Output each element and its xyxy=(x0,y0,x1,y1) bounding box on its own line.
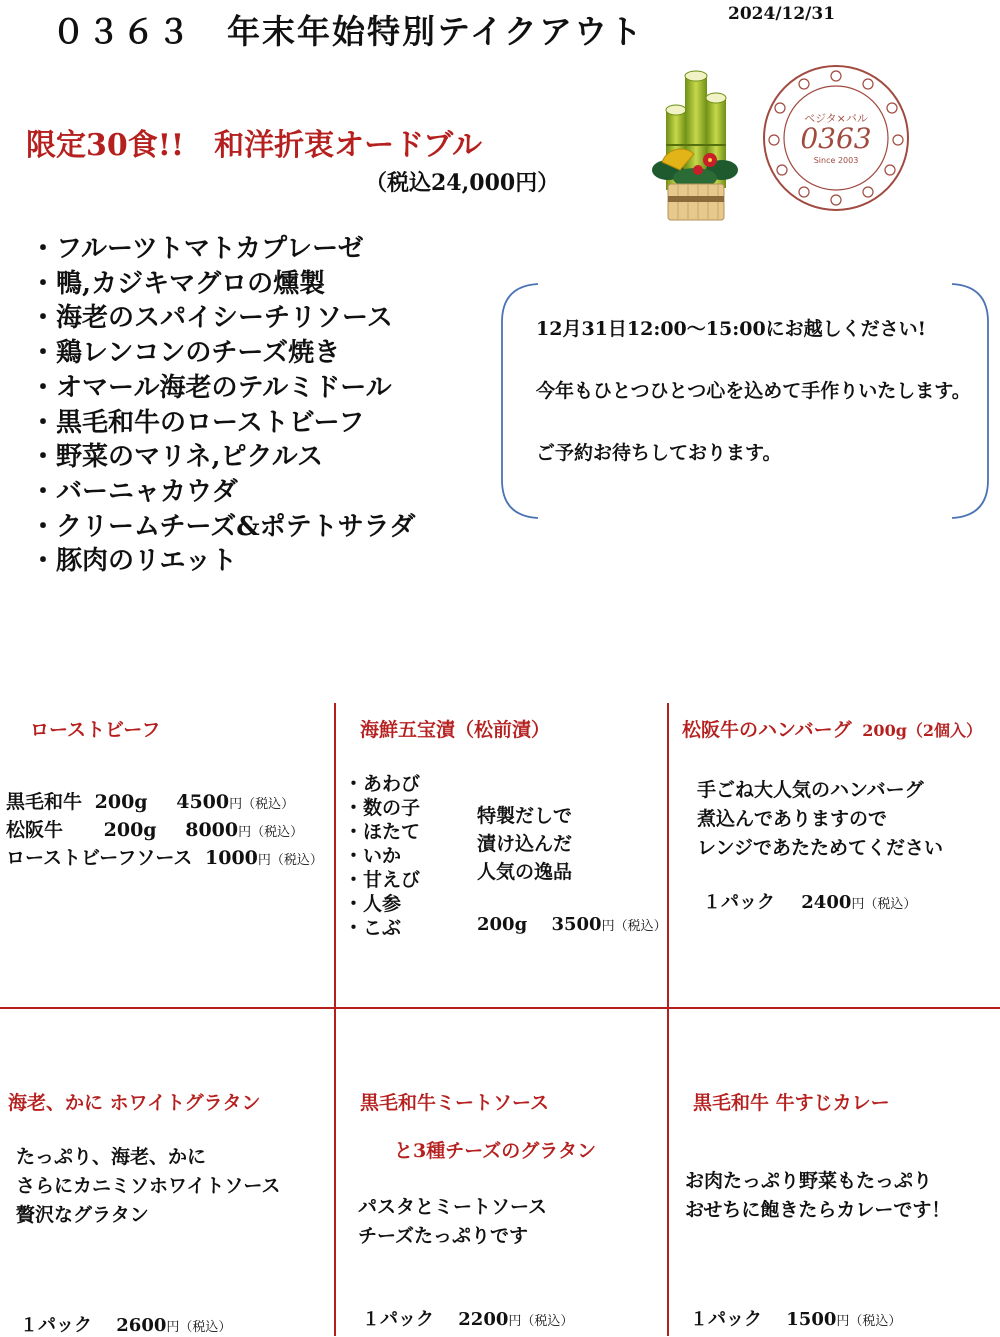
item-price: 2200 xyxy=(458,1309,509,1330)
kadomatsu-icon xyxy=(648,70,742,222)
roast-beef-row xyxy=(6,816,303,847)
list-item: ・甘えび xyxy=(344,869,421,891)
list-item: ・ バーニャカウダ xyxy=(30,475,415,510)
desc-line: レンジであたためてください xyxy=(697,837,944,859)
item-name: ローストビーフソース xyxy=(6,847,193,869)
roast-beef-title: ローストビーフ xyxy=(30,719,161,741)
meat-sauce-price xyxy=(362,1305,573,1331)
kaisen-description xyxy=(477,802,572,886)
curry-price xyxy=(690,1305,901,1331)
item-tax: （税込） xyxy=(251,825,304,840)
item-tax: （税込） xyxy=(179,1320,232,1335)
logo-since: Since 2003 xyxy=(813,156,859,165)
item-name: 松阪牛 xyxy=(6,819,64,841)
desc-line: パスタとミートソース xyxy=(358,1196,548,1218)
list-item: ・ 鶏レンコンのチーズ焼き xyxy=(30,336,415,371)
meat-sauce-title: 黒毛和牛ミートソース xyxy=(360,1092,550,1114)
hamburg-title: 松阪牛のハンバーグ 200g（2個入） xyxy=(682,719,983,741)
item-unit: 円 xyxy=(836,1314,850,1329)
desc-line: 人気の逸品 xyxy=(477,861,573,883)
item-price: 2400 xyxy=(801,892,852,913)
item-weight: 200g xyxy=(103,819,157,841)
kaisen-price xyxy=(477,914,667,935)
curry-description xyxy=(685,1167,950,1225)
item-tax: （税込） xyxy=(270,853,323,868)
list-item: ・ 海老のスパイシーチリソース xyxy=(30,301,415,336)
list-item: ・いか xyxy=(344,845,402,867)
grid-divider-h xyxy=(0,1007,1000,1009)
desc-line: たっぷり、海老、かに xyxy=(16,1146,207,1168)
item-tax: （税込） xyxy=(864,897,917,912)
item-unit: 円 xyxy=(238,825,252,840)
list-item: ・ クリームチーズ&ポテトサラダ xyxy=(30,510,415,545)
desc-line: 漬け込んだ xyxy=(477,833,573,855)
desc-line: 煮込んでありますので xyxy=(697,808,888,830)
hamburg-description xyxy=(697,776,943,863)
pack-label: １パック xyxy=(690,1309,762,1330)
item-weight: 200g xyxy=(477,914,528,935)
item-unit: 円 xyxy=(601,919,615,934)
pack-label: １パック xyxy=(703,892,775,913)
item-price: 3500 xyxy=(551,914,602,935)
grid-divider-v1 xyxy=(334,703,336,1336)
logo-number: 0363 xyxy=(800,122,872,155)
grid-divider-v2 xyxy=(667,703,669,1336)
date-label: 2024/12/31 xyxy=(728,4,836,24)
pack-label: １パック xyxy=(20,1315,92,1336)
hamburg-price xyxy=(703,888,916,914)
logo-top-text: ベジタ×バル xyxy=(804,112,868,125)
list-item: ・ オマール海老のテルミドール xyxy=(30,371,415,406)
pack-label: １パック xyxy=(362,1309,434,1330)
item-unit: 円 xyxy=(166,1320,180,1335)
curry-title: 黒毛和牛 牛すじカレー xyxy=(693,1092,890,1114)
item-tax: （税込） xyxy=(849,1314,902,1329)
hamburg-title-weight: 200g（2個入） xyxy=(862,721,983,740)
desc-line: さらにカニミソホワイトソース xyxy=(16,1175,281,1197)
meat-sauce-subtitle: と3種チーズのグラタン xyxy=(394,1140,597,1162)
item-unit: 円 xyxy=(257,853,271,868)
item-price: 2600 xyxy=(116,1315,167,1336)
desc-line: 特製だしで xyxy=(477,805,573,827)
item-price: 1000 xyxy=(205,847,258,869)
item-price: 1500 xyxy=(786,1309,837,1330)
list-item: ・数の子 xyxy=(344,797,421,819)
notice-line-2: 今年もひとつひとつ心を込めて手作りいたします。 xyxy=(536,380,971,402)
list-item: ・あわび xyxy=(344,773,421,795)
desc-line: お肉たっぷり野菜もたっぷり xyxy=(685,1170,933,1192)
item-price: 8000 xyxy=(185,819,239,841)
list-item: ・人参 xyxy=(344,893,402,915)
list-item: ・こぶ xyxy=(344,917,402,939)
gratin-price xyxy=(20,1311,231,1337)
kaisen-title: 海鮮五宝漬（松前漬） xyxy=(360,719,551,741)
list-item: ・ 鴨,カジキマグロの燻製 xyxy=(30,267,415,302)
platter-title: 限定30食!! 和洋折衷オードブル xyxy=(26,128,482,163)
item-weight: 200g xyxy=(94,791,148,813)
list-item: ・ほたて xyxy=(344,821,421,843)
desc-line: 贅沢なグラタン xyxy=(16,1204,149,1226)
notice-text xyxy=(536,314,976,500)
list-item: ・ 黒毛和牛のローストビーフ xyxy=(30,406,415,441)
desc-line: 手ごね大人気のハンバーグ xyxy=(697,779,924,801)
page-title: ０３６３ 年末年始特別テイクアウト xyxy=(52,12,645,51)
list-item: ・ 豚肉のリエット xyxy=(30,544,415,579)
item-unit: 円 xyxy=(508,1314,522,1329)
restaurant-logo xyxy=(760,62,912,214)
desc-line: おせちに飽きたらカレーです！ xyxy=(685,1199,951,1221)
platter-menu-list xyxy=(30,232,415,579)
gratin-description xyxy=(16,1143,280,1230)
list-item: ・ フルーツトマトカプレーゼ xyxy=(30,232,415,267)
item-unit: 円 xyxy=(851,897,865,912)
list-item: ・ 野菜のマリネ,ピクルス xyxy=(30,440,415,475)
roast-beef-row xyxy=(6,844,323,875)
item-name: 黒毛和牛 xyxy=(6,791,83,813)
notice-line-1: 12月31日12:00〜15:00にお越しください! xyxy=(536,318,927,340)
gratin-title: 海老、かに ホワイトグラタン xyxy=(8,1092,261,1114)
roast-beef-row xyxy=(6,788,294,819)
notice-box xyxy=(500,282,990,520)
desc-line: チーズたっぷりです xyxy=(358,1225,529,1247)
item-tax: （税込） xyxy=(614,919,667,934)
item-price: 4500 xyxy=(176,791,230,813)
item-tax: （税込） xyxy=(242,797,295,812)
notice-line-3: ご予約お待ちしております。 xyxy=(536,442,782,464)
item-tax: （税込） xyxy=(521,1314,574,1329)
meat-sauce-description xyxy=(358,1193,547,1251)
kaisen-ingredient-list xyxy=(344,772,420,940)
platter-price: （税込24,000円） xyxy=(365,170,560,196)
item-unit: 円 xyxy=(229,797,243,812)
